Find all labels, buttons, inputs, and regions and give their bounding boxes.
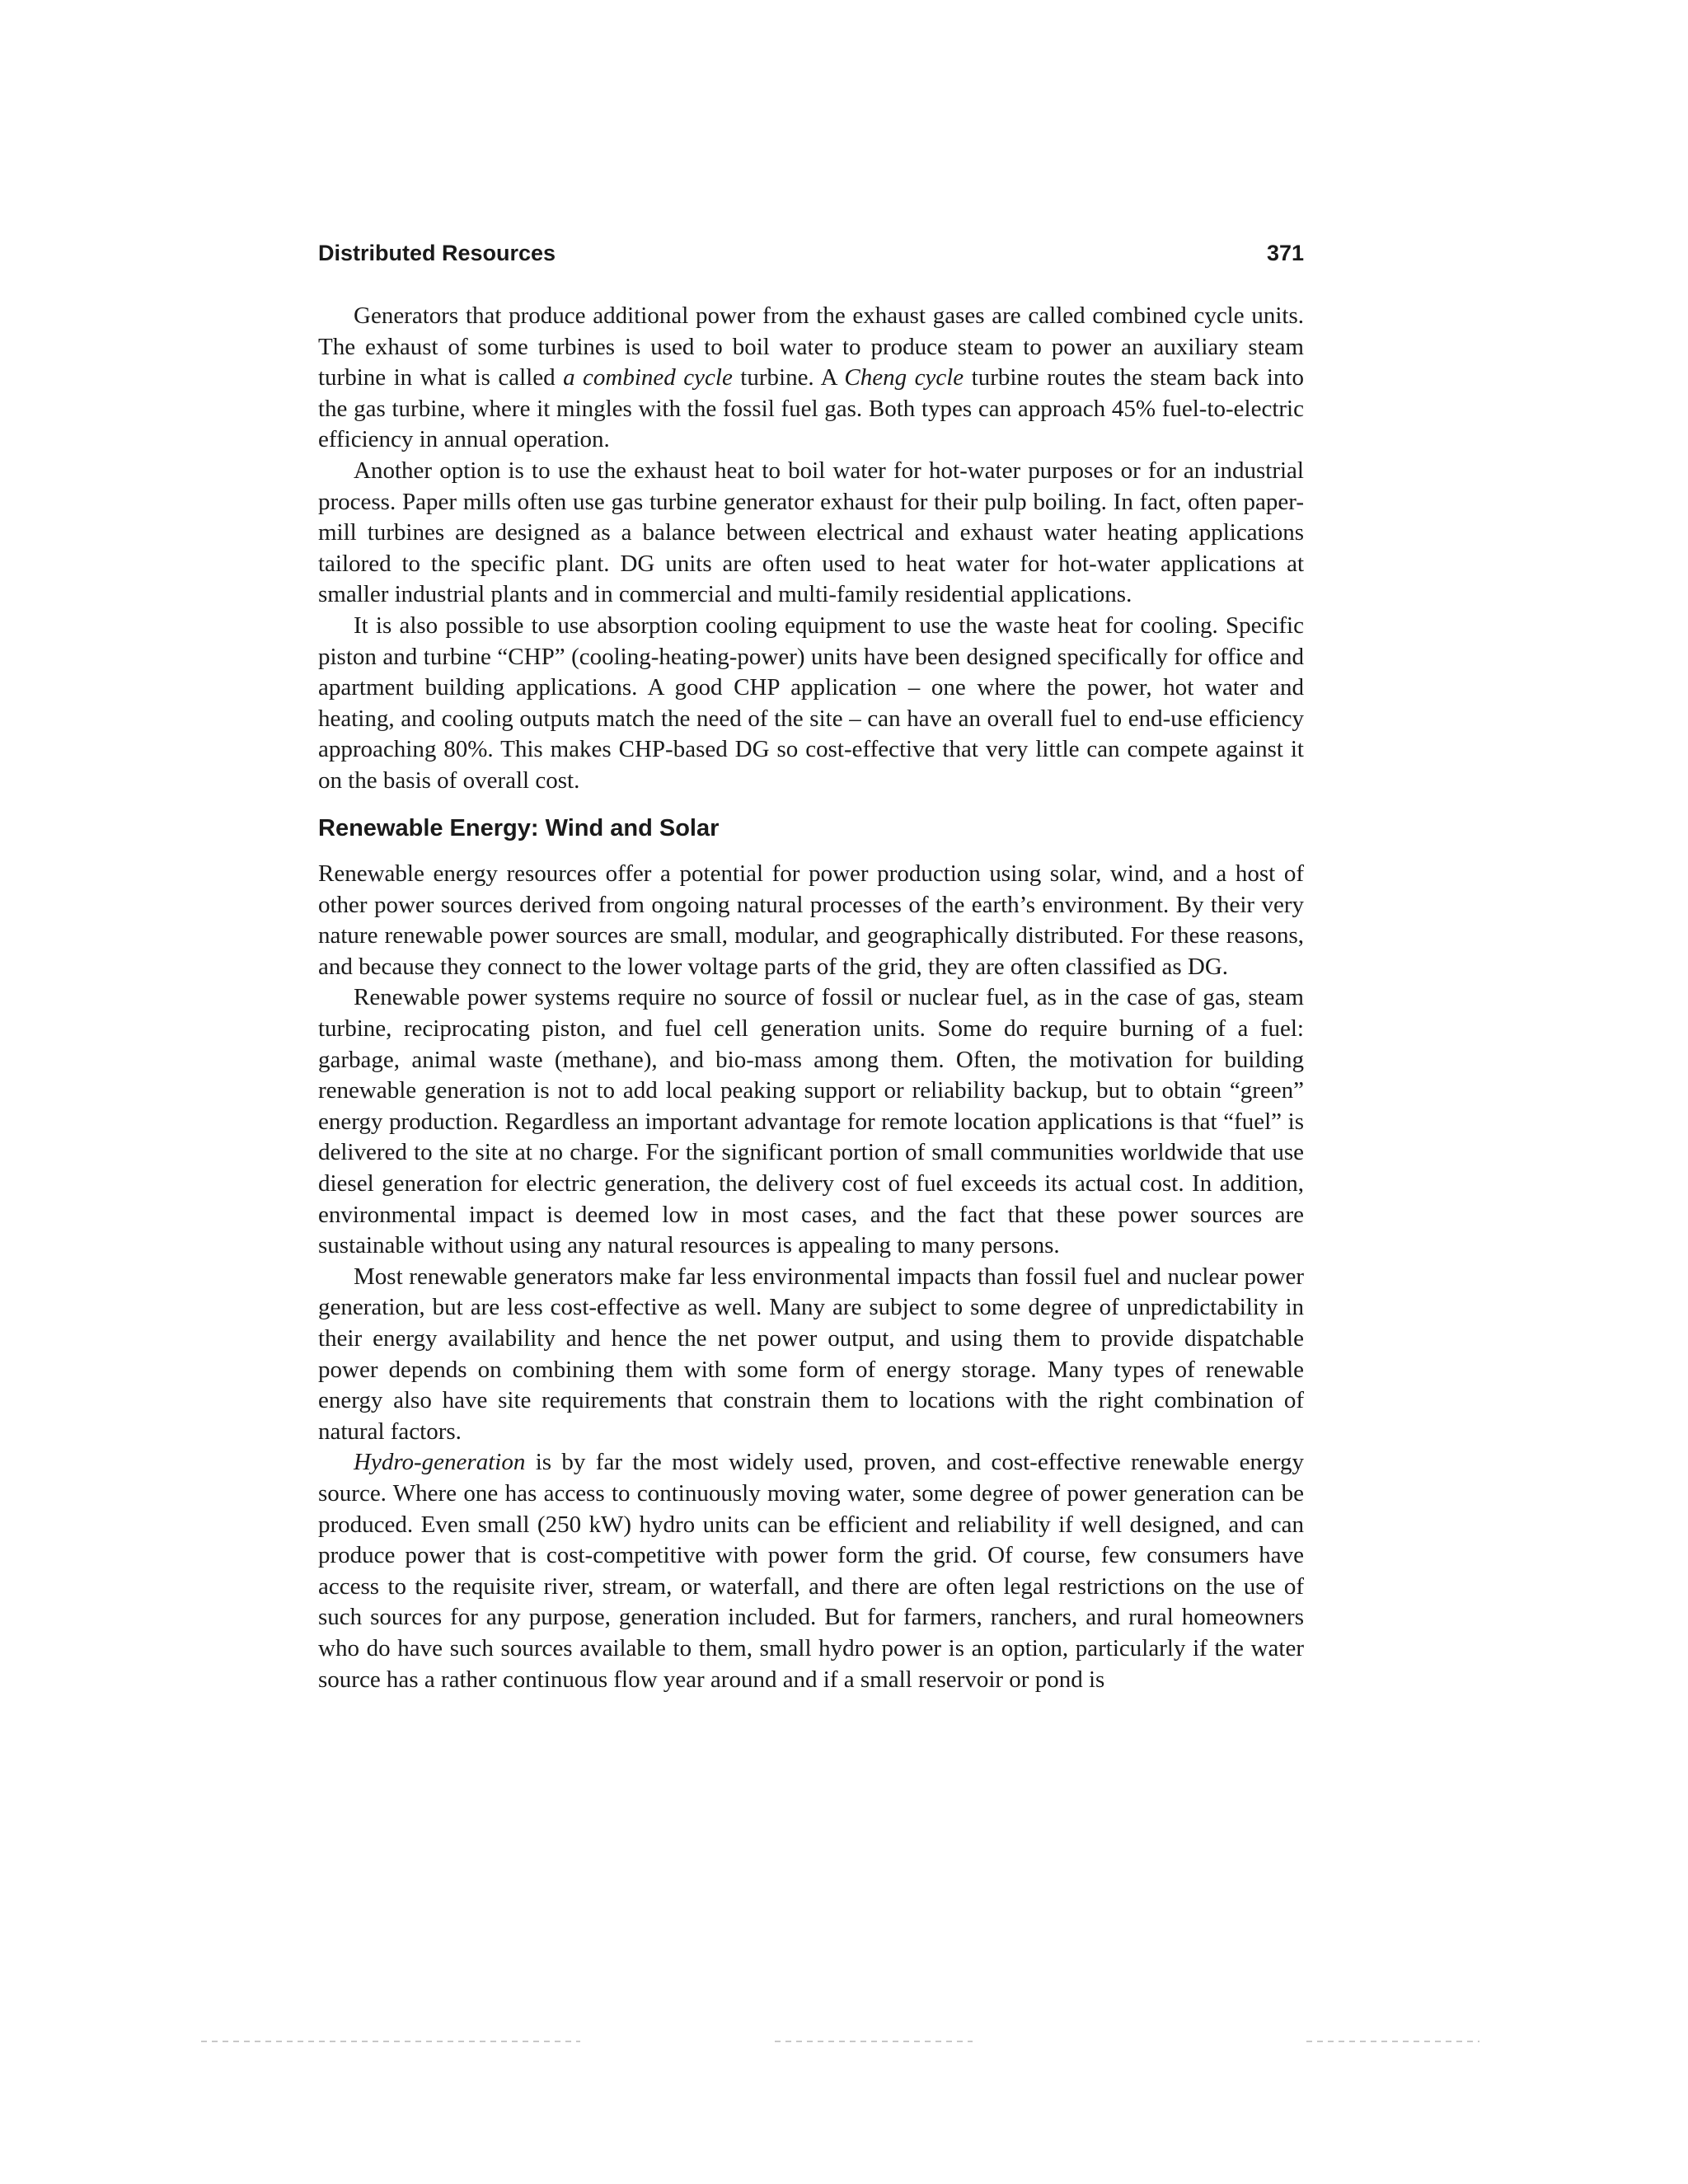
text-run: Generators that produce additional power from the exhaust gases are called combined cycle units. The exhaust of some turbines is used to boil water to produce steam to power an auxiliary steam turbine in what is called: [318, 302, 1304, 391]
text-run: turbine. A: [732, 364, 845, 391]
running-head: [318, 241, 1304, 266]
paragraph-hydro-generation: [318, 1447, 1304, 1695]
running-head-title: Distributed Resources: [318, 241, 556, 265]
paragraph-absorption-cooling: It is also possible to use absorption cooling equipment to use the waste heat for cooling. Specific piston and turbine “CHP” (cooling-heating-power) units have been designed specifically for office and apartment building applications. A good CHP application – one where the power, hot water and heating, and cooling outputs match the need of the site – can have an overall fuel to end-use efficiency approaching 80%. This makes CHP-based DG so cost-effective that very little can compete against it on the basis of overall cost.: [318, 612, 1304, 794]
body-text: [318, 301, 1304, 1695]
book-page: [318, 241, 1304, 1695]
italic-term-hydro-generation: Hydro-generation: [354, 1449, 526, 1476]
italic-term-cheng-cycle: Cheng cycle: [844, 364, 964, 391]
text-run: is by far the most widely used, proven, and cost-effective renewable energy source. Where one has access to continuously moving water, some degree of power generation can be produced. Even small (250 kW) hydro units can be efficient and reliability if well designed, and can produce power that is cost-competitive with power form the grid. Of course, few consumers have access to the requisite river, stream, or waterfall, and there are often legal restrictions on the use of such sources for any purpose, generation included. But for farmers, ranchers, and rural homeowners who do have such sources available to them, small hydro power is an option, particularly if the water source has a rather continuous flow year around and if a small reservoir or pond is: [318, 1449, 1304, 1693]
paragraph-renewable-intro: Renewable energy resources offer a potential for power production using solar, wind, and a host of other power sources derived from ongoing natural processes of the earth’s environment. By their very nature renewable power sources are small, modular, and geographically distributed. For these reasons, and because they connect to the lower voltage parts of the grid, they are often classified as DG.: [318, 860, 1304, 980]
scan-artifact-line-middle: [775, 2041, 973, 2042]
italic-term-combined-cycle: a combined cycle: [563, 364, 733, 391]
paragraph-renewable-fuel: Renewable power systems require no source of fossil or nuclear fuel, as in the case of gas, steam turbine, reciprocating piston, and fuel cell generation units. Some do require burning of a fuel: garbage, animal waste (methane), and bio-mass among them. Often, the motivation for building renewable generation is not to add local peaking support or reliability backup, but to obtain “green” energy production. Regardless an important advantage for remote location applications is that “fuel” is delivered to the site at no charge. For the significant portion of small communities worldwide that use diesel generation for electric generation, the delivery cost of fuel exceeds its actual cost. In addition, environmental impact is deemed low in most cases, and the fact that these power sources are sustainable without using any natural resources is appealing to many persons.: [318, 984, 1304, 1259]
paragraph-renewable-impacts: Most renewable generators make far less environmental impacts than fossil fuel and nuclear power generation, but are less cost-effective as well. Many are subject to some degree of unpredictability in their energy availability and hence the net power output, and using them to provide dispatchable power depends on combining them with some form of energy storage. Many types of renewable energy also have site requirements that constrain them to locations with the right combination of natural factors.: [318, 1263, 1304, 1445]
paragraph-combined-cycle: [318, 301, 1304, 456]
page-number: 371: [1266, 241, 1304, 265]
scan-artifact-line-right: [1306, 2041, 1479, 2042]
text-run: turbine routes the steam back into the gas turbine, where it mingles with the fossil fuel gas. Both types can approach 45% fuel-to-electric efficiency in annual operation.: [318, 364, 1304, 453]
section-heading: Renewable Energy: Wind and Solar: [318, 814, 720, 841]
scan-artifact-line-left: [201, 2041, 580, 2042]
paragraph-exhaust-heat: Another option is to use the exhaust heat to boil water for hot-water purposes or for an industrial process. Paper mills often use gas turbine generator exhaust for their pulp boiling. In fact, often paper-mill turbines are designed as a balance between electrical and exhaust water heating applications tailored to the specific plant. DG units are often used to heat water for hot-water applications at smaller industrial plants and in commercial and multi-family residential applications.: [318, 457, 1304, 608]
